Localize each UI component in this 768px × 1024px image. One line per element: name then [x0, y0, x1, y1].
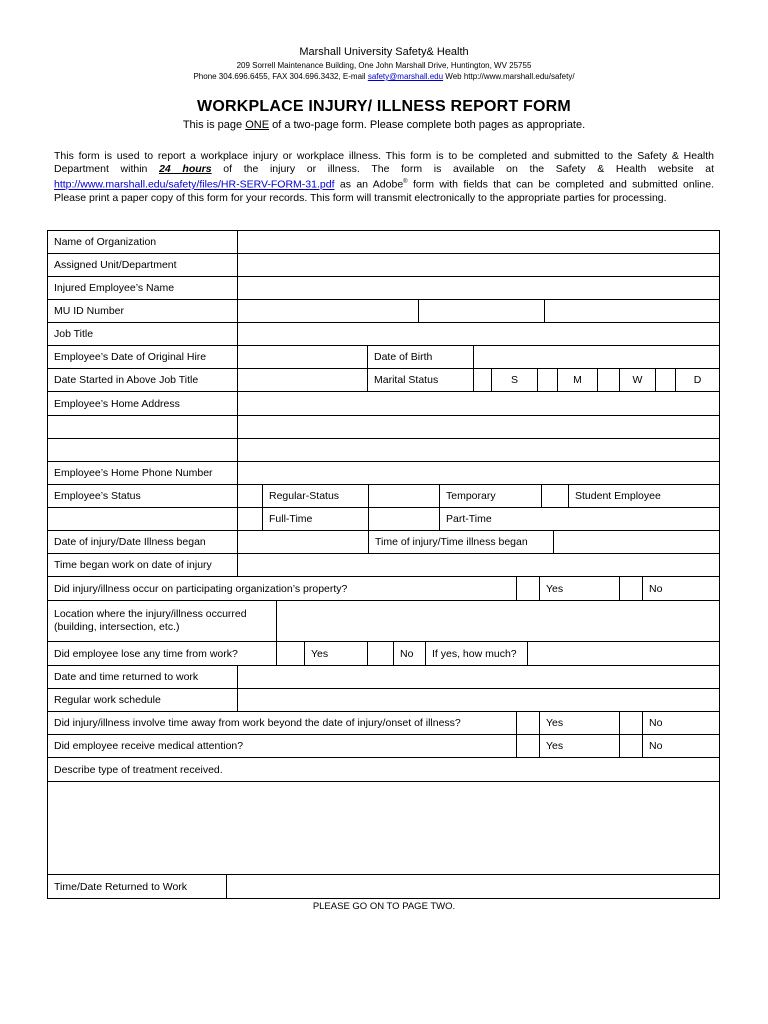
label-medical-yes: Yes: [540, 735, 620, 757]
label-lose-time: Did employee lose any time from work?: [48, 642, 277, 665]
row-employment-type: [47, 508, 720, 531]
organization-name: Marshall University Safety& Health: [299, 46, 469, 58]
checkbox-single[interactable]: [474, 369, 492, 391]
row-unit: [47, 254, 720, 277]
field-hire-date[interactable]: [238, 346, 368, 368]
label-home-phone: Employee’s Home Phone Number: [48, 462, 238, 484]
label-date-started: Date Started in Above Job Title: [48, 369, 238, 391]
field-job-title[interactable]: [238, 323, 719, 345]
label-injury-date: Date of injury/Date Illness began: [48, 531, 238, 553]
checkbox-student-employee[interactable]: [542, 485, 569, 507]
label-time-away-no: No: [649, 717, 663, 729]
field-employee-name[interactable]: [238, 277, 719, 299]
field-unit[interactable]: [238, 254, 719, 276]
row-home-address: [47, 392, 720, 416]
label-lose-time-yes: Yes: [305, 642, 368, 665]
field-location[interactable]: [277, 601, 719, 641]
label-on-property-no: No: [649, 582, 663, 595]
checkbox-full-time[interactable]: [238, 508, 263, 530]
row-time-away: [47, 712, 720, 735]
row-on-property: [47, 577, 720, 601]
label-marital-status: Marital Status: [368, 369, 474, 391]
label-time-began: Time began work on date of injury: [48, 554, 238, 576]
row-treatment-label: [47, 758, 720, 782]
field-home-phone[interactable]: [238, 462, 719, 484]
label-employee-name: Injured Employee’s Name: [48, 277, 238, 299]
intro-deadline: 24 hours: [159, 163, 212, 176]
label-on-property: Did injury/illness occur on participating organization’s property?: [48, 577, 517, 600]
row-employee-name: [47, 277, 720, 300]
row-time-returned: [47, 875, 720, 899]
row-lose-time: [47, 642, 720, 666]
field-home-address-2a[interactable]: [48, 416, 238, 438]
field-treatment[interactable]: [48, 782, 719, 874]
row-home-address-3: [47, 439, 720, 462]
checkbox-widowed[interactable]: [598, 369, 620, 391]
label-on-property-yes: Yes: [540, 577, 620, 600]
label-time-away-yes: Yes: [540, 712, 620, 734]
field-time-returned[interactable]: [227, 875, 719, 898]
label-job-title: Job Title: [48, 323, 238, 345]
blank-employment-type: [48, 508, 238, 530]
organization-address: 209 Sorrell Maintenance Building, One John Marshall Drive, Huntington, WV 25755: [236, 61, 532, 70]
label-unit: Assigned Unit/Department: [48, 254, 238, 276]
label-lose-time-no: No: [394, 642, 426, 665]
label-dob: Date of Birth: [368, 346, 474, 368]
label-student-employee: Student Employee: [575, 490, 661, 502]
label-part-time: Part-Time: [446, 513, 492, 525]
field-home-address-1[interactable]: [238, 392, 719, 415]
row-date-started: [47, 369, 720, 392]
intro-text-3: as an Adobe: [334, 178, 404, 191]
row-job-title: [47, 323, 720, 346]
checkbox-lose-time-no[interactable]: [368, 642, 394, 665]
contact-line: [0, 72, 768, 81]
intro-paragraph: [54, 150, 714, 205]
page-note: [0, 119, 768, 131]
registered-mark: ®: [403, 179, 408, 186]
row-schedule: [47, 689, 720, 712]
row-treatment-field: [47, 782, 720, 875]
field-injury-time[interactable]: [554, 531, 719, 553]
row-home-phone: [47, 462, 720, 485]
field-date-started[interactable]: [238, 369, 368, 391]
field-mu-id-2[interactable]: [419, 300, 545, 322]
field-schedule[interactable]: [238, 689, 719, 711]
field-time-began[interactable]: [238, 554, 719, 576]
label-full-time: Full-Time: [263, 508, 369, 530]
page-note-emph: ONE: [245, 119, 270, 131]
label-returned: Date and time returned to work: [48, 666, 238, 688]
field-home-address-2b[interactable]: [238, 416, 719, 438]
label-employee-status: Employee’s Status: [48, 485, 238, 507]
label-married: M: [558, 369, 598, 391]
field-injury-date[interactable]: [238, 531, 369, 553]
injury-report-form: [47, 230, 720, 899]
label-time-returned: Time/Date Returned to Work: [48, 875, 227, 898]
intro-text-1: This form is used to report a workplace injury or workplace illness. This form is to be completed and submitted to the Safety & Health Department within: [54, 150, 714, 176]
label-regular-status: Regular-Status: [263, 485, 369, 507]
checkbox-medical-no[interactable]: [620, 735, 643, 757]
label-medical: Did employee receive medical attention?: [48, 735, 517, 757]
label-treatment: Describe type of treatment received.: [54, 763, 223, 776]
row-time-began: [47, 554, 720, 577]
label-temporary: Temporary: [440, 485, 542, 507]
checkbox-lose-time-yes[interactable]: [277, 642, 305, 665]
intro-text-4: form with fields that can be completed and submitted online. Please print a paper copy of this form for your records. This form will transmit electronically to the appropriate parties for processing.: [54, 178, 714, 205]
label-hire-date: Employee’s Date of Original Hire: [48, 346, 238, 368]
row-medical: [47, 735, 720, 758]
row-injury-date: [47, 531, 720, 554]
form-pdf-link[interactable]: http://www.marshall.edu/safety/files/HR-SERV-FORM-31.pdf: [54, 178, 335, 191]
row-returned: [47, 666, 720, 689]
label-widowed: W: [620, 369, 656, 391]
field-organization[interactable]: [238, 231, 719, 253]
row-organization: [47, 230, 720, 254]
checkbox-temporary[interactable]: [369, 485, 440, 507]
label-mu-id: MU ID Number: [48, 300, 238, 322]
label-divorced: D: [693, 374, 702, 386]
contact-phone-fax: Phone 304.696.6455, FAX 304.696.3432, E-mail: [193, 72, 368, 81]
intro-text-2: of the injury or illness. The form is available on the Safety & Health website at: [211, 163, 714, 176]
label-injury-time: Time of injury/Time illness began: [369, 531, 554, 553]
page-note-post: of a two-page form. Please complete both pages as appropriate.: [269, 119, 586, 131]
row-hire-date: [47, 346, 720, 369]
checkbox-part-time[interactable]: [369, 508, 440, 530]
label-schedule: Regular work schedule: [48, 689, 238, 711]
label-medical-no: No: [649, 740, 663, 752]
row-mu-id: [47, 300, 720, 323]
web-address: Web http://www.marshall.edu/safety/: [443, 72, 575, 81]
field-mu-id-1[interactable]: [238, 300, 419, 322]
label-single: S: [492, 369, 538, 391]
label-home-address: Employee’s Home Address: [48, 392, 238, 415]
field-mu-id-3[interactable]: [545, 300, 719, 322]
field-dob[interactable]: [474, 346, 719, 368]
checkbox-divorced[interactable]: [656, 369, 676, 391]
email-link[interactable]: safety@marshall.edu: [367, 72, 444, 81]
page-footer: PLEASE GO ON TO PAGE TWO.: [312, 901, 456, 912]
field-home-address-3a[interactable]: [48, 439, 238, 461]
field-how-much[interactable]: [528, 642, 719, 665]
checkbox-medical-yes[interactable]: [517, 735, 540, 757]
label-location: Location where the injury/illness occurred (building, intersection, etc.): [48, 601, 277, 641]
label-organization: Name of Organization: [48, 231, 238, 253]
page-note-pre: This is page: [182, 119, 246, 131]
checkbox-married[interactable]: [538, 369, 558, 391]
label-time-away: Did injury/illness involve time away from work beyond the date of injury/onset of illness?: [48, 712, 517, 734]
field-home-address-3b[interactable]: [238, 439, 719, 461]
row-employee-status: [47, 485, 720, 508]
checkbox-regular-status[interactable]: [238, 485, 263, 507]
checkbox-time-away-yes[interactable]: [517, 712, 540, 734]
form-title: WORKPLACE INJURY/ ILLNESS REPORT FORM: [197, 98, 571, 115]
checkbox-time-away-no[interactable]: [620, 712, 643, 734]
row-home-address-2: [47, 416, 720, 439]
label-how-much: If yes, how much?: [426, 642, 528, 665]
checkbox-on-property-yes[interactable]: [517, 577, 540, 600]
row-location: [47, 601, 720, 642]
checkbox-on-property-no[interactable]: [620, 577, 643, 600]
field-returned[interactable]: [238, 666, 719, 688]
